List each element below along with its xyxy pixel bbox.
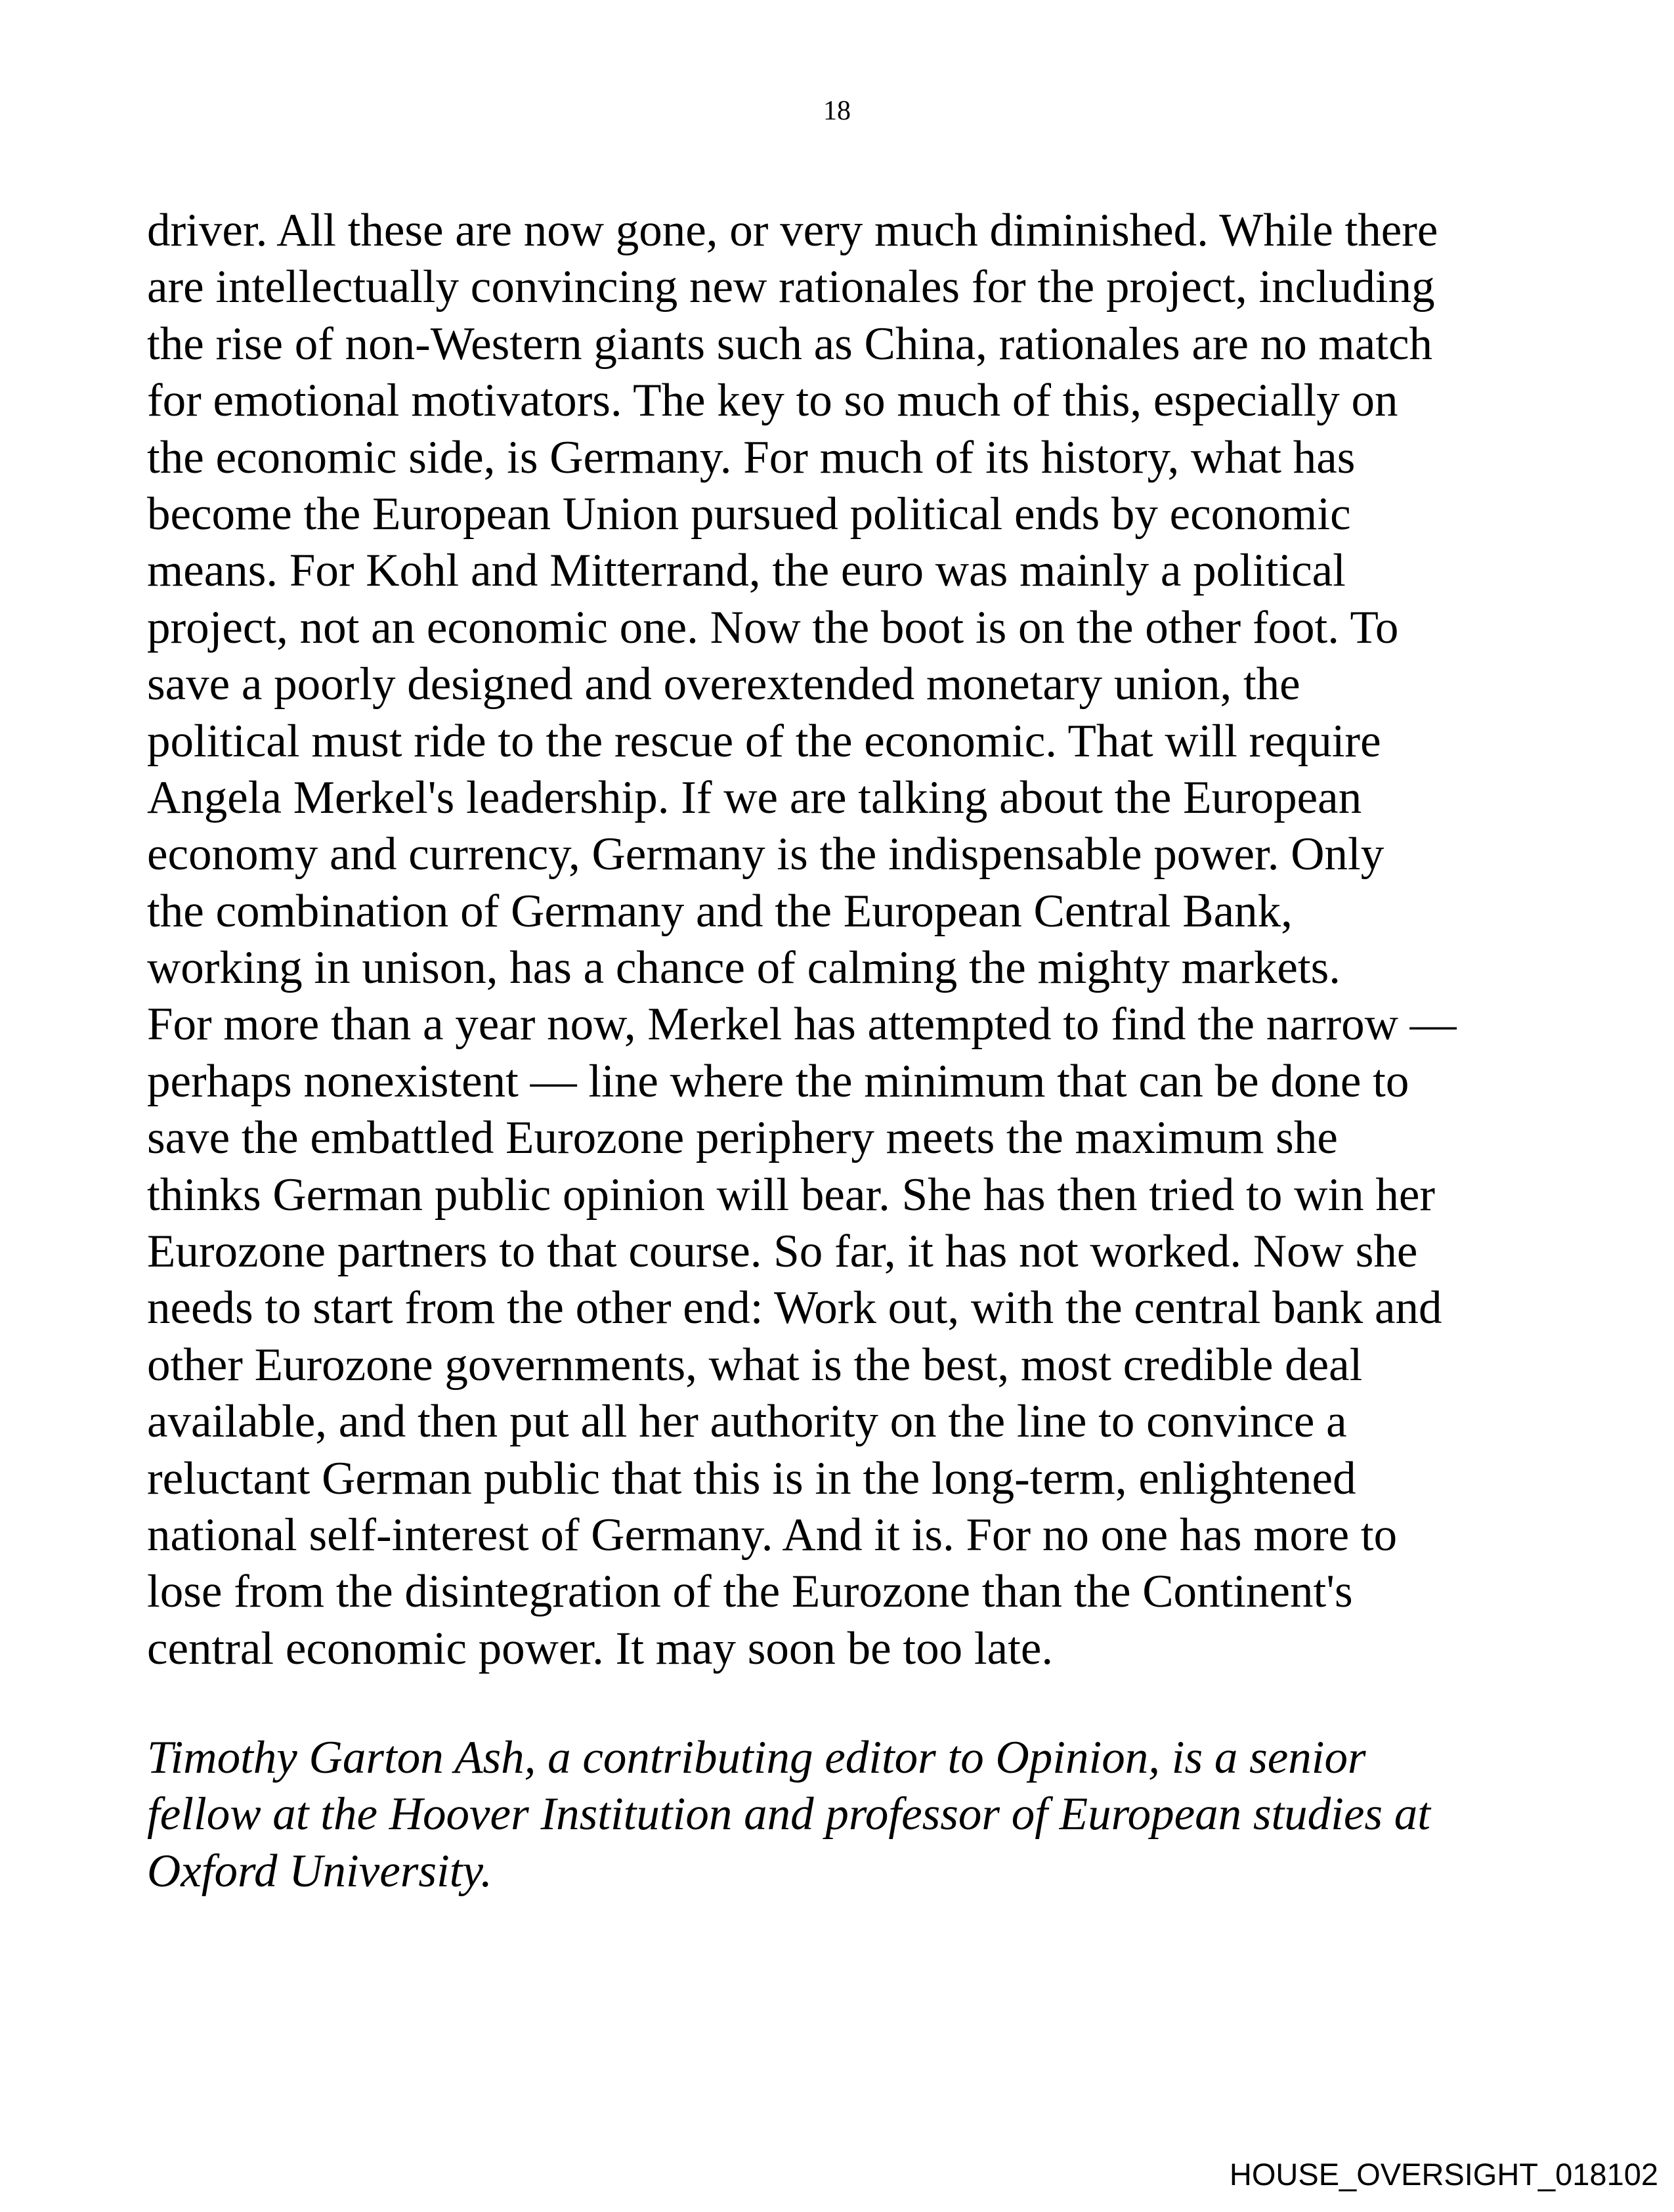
body-line: means. For Kohl and Mitterrand, the euro was mainly a political — [147, 545, 1346, 597]
body-line: working in unison, has a chance of calming the mighty markets. — [147, 942, 1341, 994]
author-byline — [147, 1729, 1591, 1899]
body-line: perhaps nonexistent — line where the minimum that can be done to — [147, 1055, 1409, 1107]
body-line: available, and then put all her authority on the line to convince a — [147, 1396, 1347, 1448]
body-line: driver. All these are now gone, or very much diminished. While there — [147, 205, 1438, 256]
body-line: other Eurozone governments, what is the best, most credible deal — [147, 1339, 1363, 1391]
body-line: save the embattled Eurozone periphery meets the maximum she — [147, 1112, 1338, 1164]
body-line: lose from the disintegration of the Eurozone than the Continent's — [147, 1566, 1353, 1618]
body-line: economy and currency, Germany is the indispensable power. Only — [147, 829, 1384, 880]
body-line: national self-interest of Germany. And it is. For no one has more to — [147, 1509, 1398, 1561]
body-line: become the European Union pursued political ends by economic — [147, 488, 1351, 540]
byline-line: fellow at the Hoover Institution and professor of European studies at — [147, 1789, 1431, 1840]
body-line: the rise of non-Western giants such as China, rationales are no match — [147, 318, 1433, 370]
body-line: save a poorly designed and overextended monetary union, the — [147, 659, 1300, 710]
body-line: the combination of Germany and the European Central Bank, — [147, 885, 1293, 937]
article-body — [147, 202, 1591, 1677]
byline-line: Oxford University. — [147, 1845, 492, 1897]
body-line: Eurozone partners to that course. So far, it has not worked. Now she — [147, 1226, 1418, 1278]
byline-line: Timothy Garton Ash, a contributing editor to Opinion, is a senior — [147, 1732, 1366, 1783]
body-line: needs to start from the other end: Work out, with the central bank and — [147, 1282, 1442, 1334]
body-line: Angela Merkel's leadership. If we are talking about the European — [147, 771, 1362, 823]
page-number: 18 — [823, 96, 851, 126]
body-line: for emotional motivators. The key to so much of this, especially on — [147, 375, 1398, 427]
body-line: central economic power. It may soon be too late. — [147, 1622, 1054, 1674]
body-line: are intellectually convincing new rationales for the project, including — [147, 261, 1435, 313]
body-line: political must ride to the rescue of the economic. That will require — [147, 715, 1381, 767]
body-line: thinks German public opinion will bear. She has then tried to win her — [147, 1169, 1435, 1221]
body-line: For more than a year now, Merkel has attempted to find the narrow — — [147, 999, 1457, 1051]
body-line: reluctant German public that this is in the long-term, enlightened — [147, 1452, 1356, 1504]
body-line: project, not an economic one. Now the boot is on the other foot. To — [147, 601, 1399, 653]
body-line: the economic side, is Germany. For much of its history, what has — [147, 431, 1356, 483]
bates-stamp: HOUSE_OVERSIGHT_018102 — [1229, 2157, 1658, 2192]
